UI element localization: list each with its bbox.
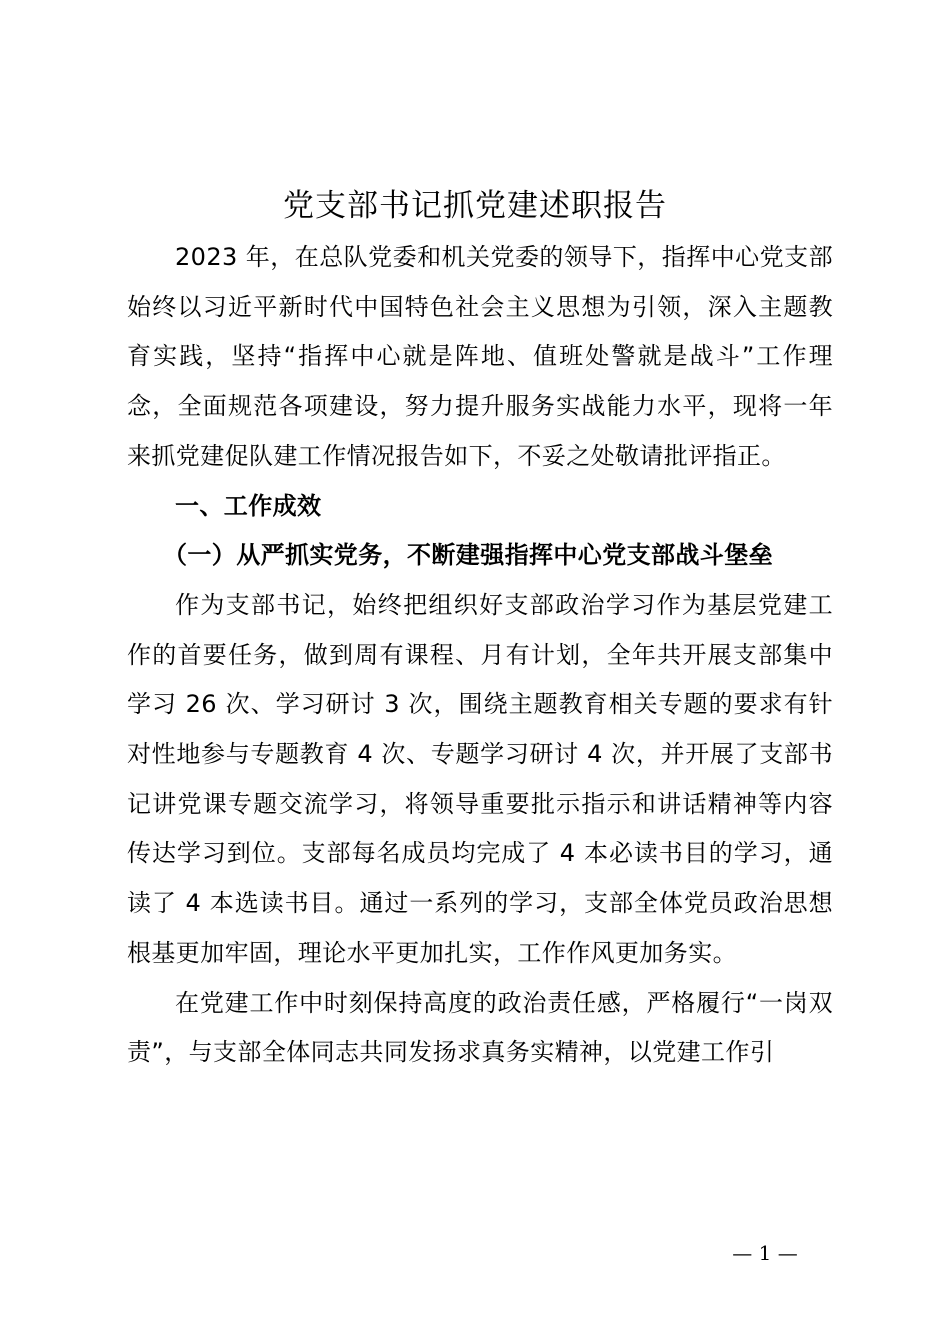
section-heading: 一、工作成效	[175, 491, 322, 520]
page-number: — 1 —	[732, 1241, 798, 1265]
body-paragraph: 作为支部书记，始终把组织好支部政治学习作为基层党建工作的首要任务，做到周有课程、月有计划，全年共开展支部集中学习 26 次、学习研讨 3 次，围绕主题教育相关专题的要求有针对性地参与专题教育 4 次、专题学习研讨 4 次，并开展了支部书记讲党课专题交流学习，将领导重要批示指示和讲话精神等内容传达学习到位。支部每名成员均完成了 4 本必读书目的学习，通读了 4 本选读书目。通过一系列的学习，支部全体党员政治思想根基更加牢固，理论水平更加扎实，工作作风更加务实。	[127, 590, 833, 967]
intro-paragraph: 2023 年，在总队党委和机关党委的领导下，指挥中心党支部始终以习近平新时代中国特色社会主义思想为引领，深入主题教育实践，坚持“指挥中心就是阵地、值班处警就是战斗”工作理念，全面规范各项建设，努力提升服务实战能力水平，现将一年来抓党建促队建工作情况报告如下，不妥之处敬请批评指正。	[127, 243, 833, 470]
body-paragraph: 在党建工作中时刻保持高度的政治责任感，严格履行“一岗双责”，与支部全体同志共同发扬求真务实精神，以党建工作引	[127, 988, 833, 1067]
document-title: 党支部书记抓党建述职报告	[283, 188, 667, 224]
subsection-heading: （一）从严抓实党务，不断建强指挥中心党支部战斗堡垒	[163, 541, 773, 570]
document-body	[127, 233, 833, 1078]
